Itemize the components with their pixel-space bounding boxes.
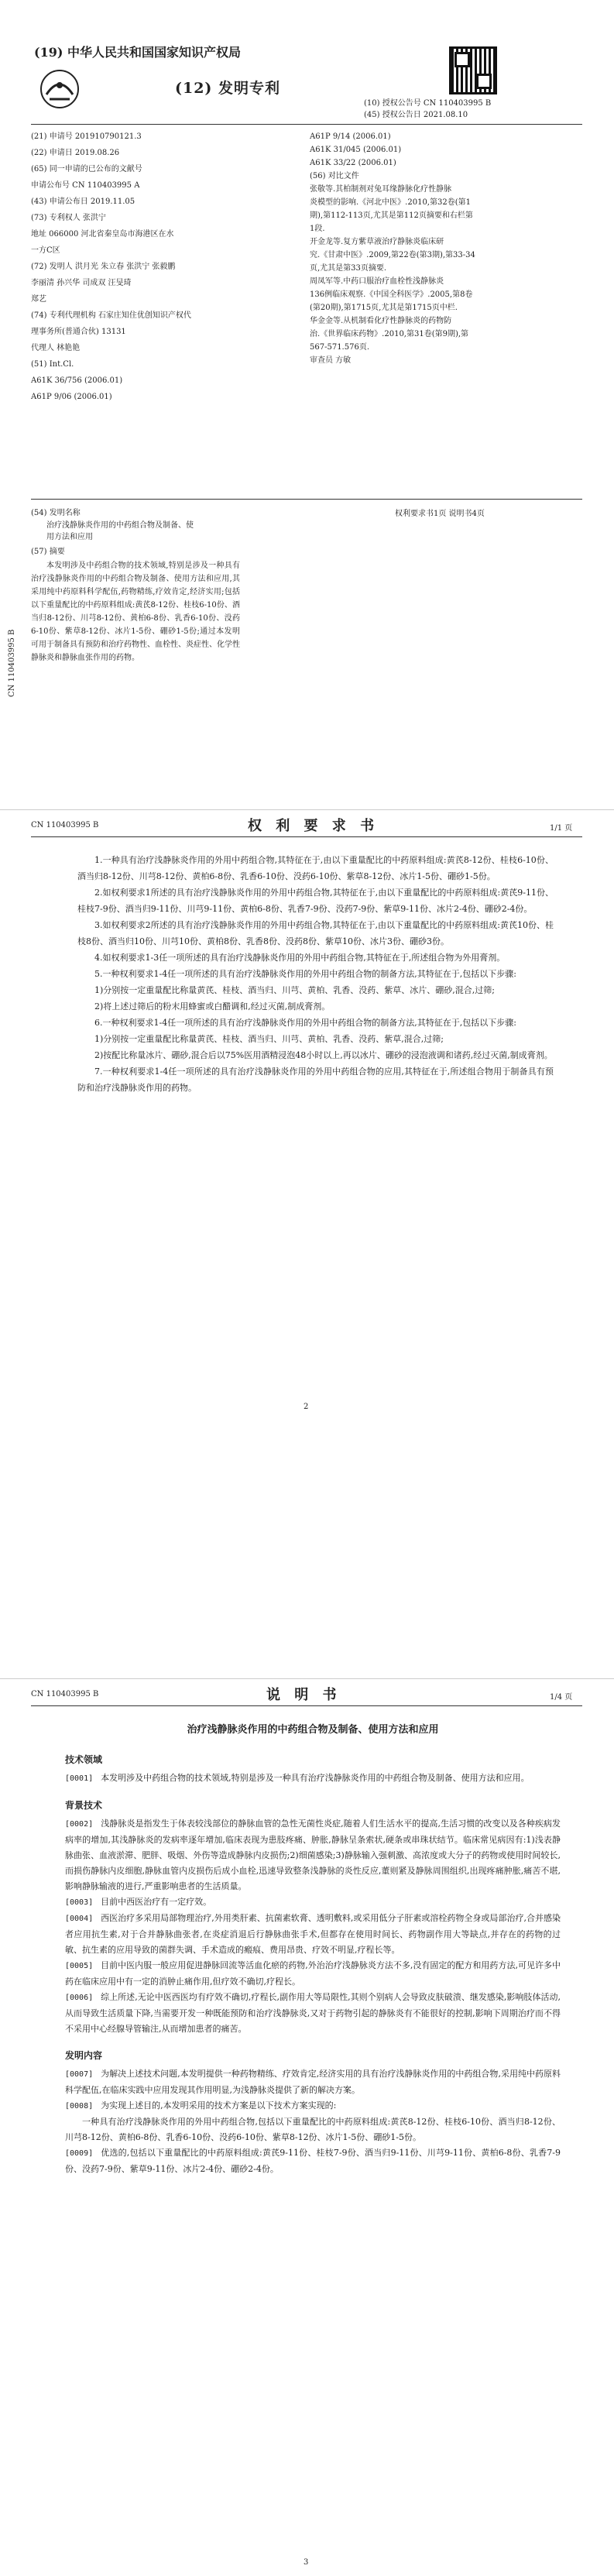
paragraph-number: [0007]: [65, 2070, 94, 2079]
claims-heading: 权 利 要 求 书: [248, 818, 379, 834]
paragraph-number: [0002]: [65, 1820, 94, 1829]
biblio-field: 李丽清 孙兴华 司成双 汪旻琦: [31, 279, 132, 287]
biblio-field: 地址 066000 河北省秦皇岛市海港区在水: [31, 230, 174, 239]
citation-line: 页,尤其是第33页摘要.: [310, 264, 387, 273]
paragraph-text: 综上所述,无论中医西医均有疗效不确切,疗程长,副作用大等局限性,其则个别病人会导致皮肤破溃、继发感染,影响肢体活动,从而导致生活质量下降,当需要开发一种既能预防和治疗浅静脉炎,又对于药物引起的静脉炎有不能很好的控制,影响下周期治疗而不得不采用中心经腺导管输注,从而增加患者的痛苦。: [65, 1992, 561, 2034]
citation-line: 期),第112-113页,尤其是第112页摘要和右栏第: [310, 211, 473, 220]
paragraph-number: [0008]: [65, 2102, 94, 2111]
claim-paragraph: 2)按配比称量冰片、硼砂,混合后以75%医用酒精浸泡48小时以上,再以冰片、硼砂的浸泡液调和诸药,经过灭菌,制成膏剂。: [94, 1050, 553, 1060]
description-paragraph: [65, 1771, 561, 1787]
bibliographic-right-column: [310, 130, 581, 367]
paragraph-text: 西医治疗多采用局部物理治疗,外用类肝素、抗菌素软膏、透明敷料,或采用低分子肝素或溶栓药物全身或局部治疗,合并感染者应用抗生素,对于合并静脉曲张者,在炎症消退后行静脉曲张手术,但都存在使用时间长、药物副作用大等缺点,并存在的药物的过敏、抗生素的应用导致的菌群失调、手术造成的瘢痕、费用昂贵、疗效不明显,疗程长等。: [65, 1913, 561, 1955]
claim-paragraph: 4.如权利要求1-3任一项所述的具有治疗浅静脉炎作用的外用中药组合物,其特征在于,所述组合物为外用膏剂。: [94, 953, 506, 963]
biblio-field: 代理人 林艳艳: [31, 344, 81, 352]
document-kind: (12) 发明专利: [175, 80, 281, 97]
biblio-field: (73) 专利权人 张洪宁: [31, 214, 106, 222]
citation-line: 炎模型的影响.《河北中医》.2010,第32卷(第1: [310, 198, 471, 207]
citation-line: A61P 9/14 (2006.01): [310, 132, 391, 141]
biblio-field: 郑艺: [31, 295, 46, 304]
claims-page: [0, 809, 614, 1678]
biblio-field: 一方C区: [31, 246, 60, 255]
paragraph-number: [0003]: [65, 1898, 94, 1907]
page-count-note: 权利要求书1页 说明书4页: [395, 510, 485, 518]
biblio-field: (72) 发明人 洪月光 朱立春 张洪宁 张毅鹏: [31, 263, 176, 271]
citation-line: A61K 33/22 (2006.01): [310, 159, 396, 167]
paragraph-text: 本发明涉及中药组合物的技术领域,特别是涉及一种具有治疗浅静脉炎作用的中药组合物及制备、使用方法和应用。: [101, 1773, 530, 1783]
patent-office-emblem-icon: [39, 68, 81, 110]
description-paragraph: [65, 1990, 561, 2037]
claim-paragraph: 1)分别按一定重量配比称量黄芪、桂枝、酒当归、川芎、黄柏、乳香、没药、紫草、冰片、硼砂,混合,过筛;: [94, 985, 495, 995]
paragraph-number: [0009]: [65, 2149, 94, 2158]
description-paragraph: [65, 1911, 561, 1958]
invention-title-line-1: 治疗浅静脉炎作用的中药组合物及制备、使: [46, 521, 194, 530]
claim-paragraph: 6.一种权利要求1-4任一项所述的具有治疗浅静脉炎作用的外用中药组合物的制备方法,其特征在于,包括以下步骤:: [94, 1018, 516, 1028]
biblio-field: (22) 申请日 2019.08.26: [31, 149, 120, 157]
doc-number: CN 110403995 B: [31, 1690, 99, 1698]
page-number: 3: [304, 2558, 309, 2567]
description-body: [65, 1722, 561, 2177]
description-paragraph: [65, 2114, 561, 2145]
claim-paragraph: 1)分别按一定重量配比称量黄芪、桂枝、酒当归、川芎、黄柏、乳香、没药、紫草,混合,过筛;: [94, 1034, 444, 1044]
paragraph-number: [0004]: [65, 1915, 94, 1923]
claim-paragraph: 5.一种权利要求1-4任一项所述的具有治疗浅静脉炎作用的外用中药组合物的制备方法,其特征在于,包括以下步骤:: [94, 969, 516, 979]
paragraph-text: 浅静脉炎是指发生于体表较浅部位的静脉血管的急性无菌性炎症,随着人们生活水平的提高,生活习惯的改变以及各种疾病发病率的增加,其浅静脉炎的发病率逐年增加,临床表现为患肢疼痛、肿胀,静脉呈条索状,硬条或串珠状结节。临床常见病因有:1)浅表静脉曲张、血液淤滞、肥胖、吸烟、外伤等造成静脉内皮损伤;2)细菌感染;3)静脉输入强刺激、高浓度或大分子的药物或使用时间较长,而损伤静脉内皮细胞,静脉血管内皮损伤后成小血栓,迅速导致整条浅静脉的炎性反应,董则紧及静脉周围组织,出现疼痛肿胀,痛苦不堪,影响静脉输液的进行,严重影响患者的生活质量。: [65, 1819, 561, 1891]
citation-line: 开金龙等.复方紫草液治疗静脉炎临床研: [310, 238, 444, 246]
citation-line: 究.《甘肃中医》.2009,第22卷(第3期),第33-34: [310, 251, 475, 259]
bibliographic-left-column: [31, 130, 286, 407]
claim-paragraph: 2.如权利要求1所述的具有治疗浅静脉炎作用的外用中药组合物,其特征在于,由以下重量配比的中药原料组成:黄芪9-11份、桂枝7-9份、酒当归9-11份、川芎9-11份、黄柏6-8份、乳香7-9份、没药7-9份、紫草9-11份、冰片2-4份、硼砂2-4份。: [77, 888, 554, 914]
claim-paragraph: 1.一种具有治疗浅静脉炎作用的外用中药组合物,其特征在于,由以下重量配比的中药原料组成:黄芪8-12份、桂枝6-10份、酒当归8-12份、川芎8-12份、黄柏6-8份、乳香6-10份、没药6-10份、紫草8-12份、冰片1-5份、硼砂1-5份。: [77, 855, 554, 881]
publication-date: (45) 授权公告日 2021.08.10: [364, 111, 468, 119]
biblio-field: (74) 专利代理机构 石家庄知住优创知识产权代: [31, 311, 191, 320]
biblio-field: 申请公布号 CN 110403995 A: [31, 181, 140, 190]
citation-line: 周凤军等.中药口服治疗血栓性浅静脉炎: [310, 277, 444, 286]
abstract-text: 本发明涉及中药组合物的技术领域,特别是涉及一种具有治疗浅静脉炎作用的中药组合物及制备、使用方法和应用,其采用纯中药原料科学配伍,药物精练,疗效肯定,经济实用;包括以下重量配比的中药原料组成:黄芪8-12份、桂枝6-10份、酒当归8-12份、川芎8-12份、黄柏6-8份、乳香6-10份、没药6-10份、紫草8-12份、冰片1-5份、硼砂1-5份;通过本发明可用于制备具有预防和治疗药物性、血栓性、炎症性、化学性静脉炎和静脉血张作用的药物。: [31, 562, 240, 662]
biblio-field: (51) Int.Cl.: [31, 360, 74, 369]
paragraph-text: 为实现上述目的,本发明采用的技术方案是以下技术方案实现的:: [101, 2100, 337, 2111]
description-paragraph: [65, 1816, 561, 1894]
paragraph-number: [0006]: [65, 1994, 94, 2002]
citation-line: 136例临床观察.《中国全科医学》.2005,第8卷: [310, 290, 473, 299]
header-rule: [31, 836, 582, 837]
description-page: [0, 1678, 614, 2576]
claim-paragraph: 3.如权利要求2所述的具有治疗浅静脉炎作用的外用中药组合物,其特征在于,由以下重量配比的中药原料组成:黄芪10份、桂枝8份、酒当归10份、川芎10份、黄柏8份、乳香8份、没药8份、紫草10份、冰片3份、硼砂3份。: [77, 920, 554, 946]
title-label: (54) 发明名称: [31, 509, 81, 517]
paragraph-number: [0005]: [65, 1962, 94, 1970]
paragraph-text: 为解决上述技术问题,本发明提供一种药物精练、疗效肯定,经济实用的具有治疗浅静脉炎作用的中药组合物,采用纯中药原料科学配伍,在临床实践中应用发现其作用明显,为浅静脉炎提供了新的解决方案。: [65, 2069, 561, 2095]
citation-line: 1段.: [310, 225, 325, 233]
biblio-field: (43) 申请公布日 2019.11.05: [31, 197, 135, 206]
claims-body: [77, 852, 554, 1096]
biblio-field: 理事务所(普通合伙) 13131: [31, 328, 126, 336]
side-document-number: CN 110403995 B: [8, 629, 16, 697]
biblio-field: A61K 36/756 (2006.01): [31, 376, 123, 385]
page-indicator: 1/4 页: [550, 1693, 573, 1702]
doc-number: CN 110403995 B: [31, 821, 99, 829]
description-paragraph: [65, 2066, 561, 2098]
citation-line: 治.《世界临床药物》.2010,第31卷(第9期),第: [310, 330, 469, 338]
paragraph-number: [0001]: [65, 1774, 94, 1783]
description-title: 治疗浅静脉炎作用的中药组合物及制备、使用方法和应用: [187, 1724, 439, 1736]
invention-title-line-2: 用方法和应用: [46, 533, 93, 541]
qr-code-icon: [449, 46, 497, 94]
biblio-field: (65) 同一申请的已公布的文献号: [31, 165, 142, 173]
biblio-divider: [31, 499, 582, 500]
citation-line: 567-571.576页.: [310, 343, 369, 352]
description-paragraph: [65, 1894, 561, 1911]
citation-line: 审查员 方敏: [310, 356, 352, 365]
publication-number: (10) 授权公告号 CN 110403995 B: [364, 99, 492, 108]
paragraph-text: 目前中西医治疗有一定疗效。: [101, 1897, 212, 1907]
description-paragraph: [65, 1958, 561, 1990]
citation-line: 华金金等.从机制看化疗性静脉炎的药物防: [310, 317, 452, 325]
claim-paragraph: 2)将上述过筛后的粉末用蜂蜜或白醋调和,经过灭菌,制成膏剂。: [94, 1001, 331, 1012]
claim-paragraph: 7.一种权利要求1-4任一项所述的具有治疗浅静脉炎作用的外用中药组合物的应用,其特征在于,所述组合物用于制备具有预防和治疗浅静脉炎作用的药物。: [77, 1066, 554, 1093]
page-indicator: 1/1 页: [550, 824, 573, 833]
header-rule: [31, 1705, 582, 1706]
office-name: (19) 中华人民共和国国家知识产权局: [34, 45, 241, 60]
section-technical-field: 技术领域: [65, 1754, 103, 1765]
paragraph-text: 一种具有治疗浅静脉炎作用的外用中药组合物,包括以下重量配比的中药原料组成:黄芪8-12份、桂枝6-10份、酒当归8-12份、川芎8-12份、黄柏6-8份、乳香6-10份、没药6-10份、紫草8-12份、冰片1-5份、硼砂1-5份。: [65, 2117, 561, 2142]
citation-line: 张敬等.其柏制剂对兔耳缘静脉化疗性静脉: [310, 185, 452, 194]
section-summary: 发明内容: [65, 2050, 103, 2061]
paragraph-text: 优选的,包括以下重量配比的中药原料组成:黄芪9-11份、桂枝7-9份、酒当归9-11份、川芎9-11份、黄柏6-8份、乳香7-9份、没药7-9份、紫草9-11份、冰片2-4份、硼砂2-4份。: [65, 2148, 561, 2174]
citation-line: (56) 对比文件: [310, 172, 359, 180]
citation-line: A61K 31/045 (2006.01): [310, 146, 402, 154]
paragraph-text: 目前中医内服一般应用促进静脉回流等活血化瘀的药物,外治治疗浅静脉炎方法不多,没有固定的配方和用药方法,可见许多中药在临床应用中有一定的消肿止痛作用,但疗效不确切,疗程长。: [65, 1960, 561, 1987]
front-page: [0, 0, 614, 809]
biblio-field: A61P 9/06 (2006.01): [31, 393, 112, 401]
abstract-label: (57) 摘要: [31, 548, 65, 556]
biblio-field: (21) 申请号 201910790121.3: [31, 132, 142, 141]
description-paragraph: [65, 2145, 561, 2177]
citation-line: (第20期),第1715页,尤其是第1715页中栏.: [310, 304, 458, 312]
section-background: 背景技术: [65, 1800, 103, 1811]
description-paragraph: [65, 2098, 561, 2114]
description-heading: 说 明 书: [266, 1687, 341, 1703]
page-number: 2: [304, 1403, 309, 1411]
header-divider: [31, 124, 582, 125]
